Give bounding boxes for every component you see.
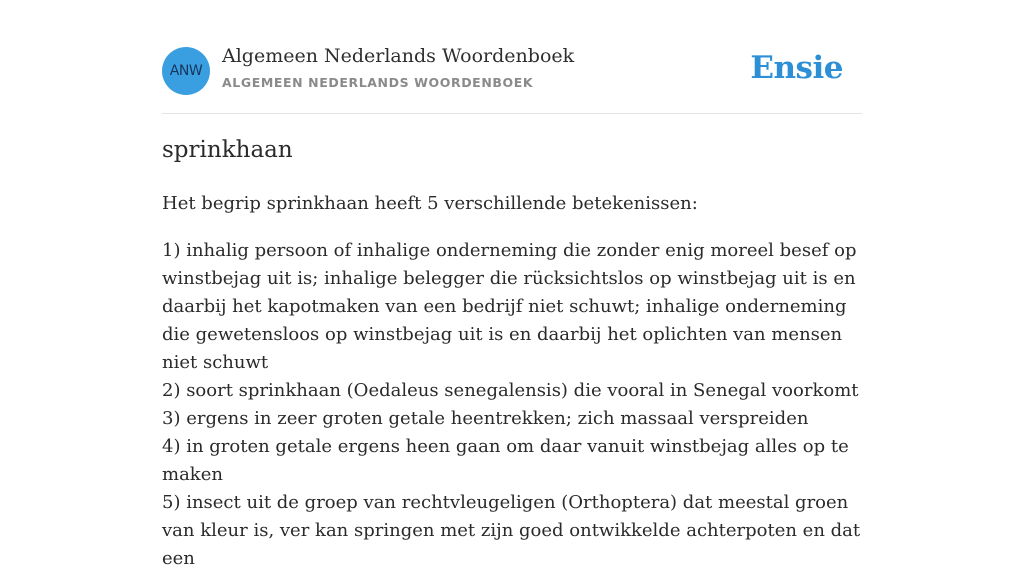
definition-item: 1) inhalig persoon of inhalige onderneming die zonder enig moreel besef op winstbejag uit is; inhalige belegger die rücksichtslos op winstbejag uit is en daarbij het kapotmaken van een bedrijf niet schuwt; inhalige onderneming die gewetensloos op winstbejag uit is en daarbij het oplichten van mensen niet schuwt: [162, 240, 857, 373]
source-subtitle: ALGEMEEN NEDERLANDS WOORDENBOEK: [222, 75, 534, 90]
page-title: sprinkhaan: [162, 137, 293, 163]
source-header: [162, 0, 862, 114]
definition-item: 2) soort sprinkhaan (Oedaleus senegalensis) die vooral in Senegal voorkomt: [162, 380, 859, 401]
definitions-list: [162, 237, 862, 573]
definition-item: 4) in groten getale ergens heen gaan om daar vanuit winstbejag alles op te maken: [162, 436, 849, 485]
ensie-brand-logo[interactable]: Ensie: [750, 50, 843, 86]
logo-text: ANW: [169, 63, 203, 79]
page-container: [162, 0, 862, 569]
source-logo[interactable]: [162, 47, 210, 95]
source-title-link[interactable]: Algemeen Nederlands Woordenboek: [222, 45, 575, 67]
definition-item: 5) insect uit de groep van rechtvleugeligen (Orthoptera) dat meestal groen van kleur is, ver kan springen met zijn goed ontwikkelde achterpoten en dat een: [162, 492, 861, 569]
definition-item: 3) ergens in zeer groten getale heentrekken; zich massaal verspreiden: [162, 408, 809, 429]
definitions-intro: Het begrip sprinkhaan heeft 5 verschillende betekenissen:: [162, 193, 698, 214]
